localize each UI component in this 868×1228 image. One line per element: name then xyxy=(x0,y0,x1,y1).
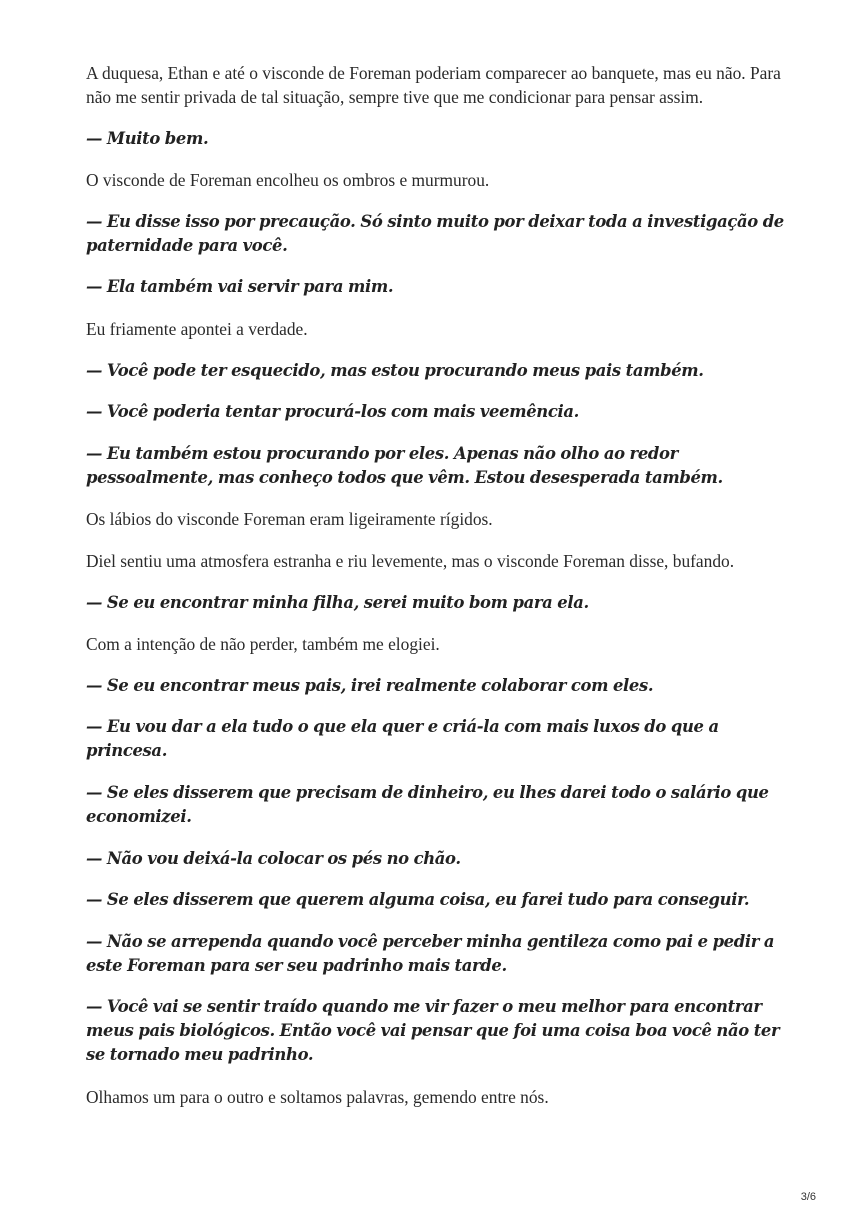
dialogue-paragraph: — Ela também vai servir para mim. xyxy=(86,277,394,297)
dialogue-paragraph: — Você poderia tentar procurá-los com mais veemência. xyxy=(86,402,579,422)
dialogue-paragraph: — Não vou deixá-la colocar os pés no chão. xyxy=(86,848,461,868)
narration-paragraph: Diel sentiu uma atmosfera estranha e riu levemente, mas o visconde Foreman disse, bufando. xyxy=(86,550,735,571)
narration-paragraph: Os lábios do visconde Foreman eram ligeiramente rígidos. xyxy=(86,509,493,530)
dialogue-paragraph: — Eu vou dar a ela tudo o que ela quer e criá-la com mais luxos do que a princesa. xyxy=(86,717,719,761)
narration-paragraph: A duquesa, Ethan e até o visconde de Foreman poderiam comparecer ao banquete, mas eu não. Para não me sentir privada de tal situação, sempre tive que me condicionar para pensar assim. xyxy=(86,63,781,107)
dialogue-paragraph: — Não se arrependa quando você perceber minha gentileza como pai e pedir a este Foreman para ser seu padrinho mais tarde. xyxy=(86,931,775,975)
narration-paragraph: Olhamos um para o outro e soltamos palavras, gemendo entre nós. xyxy=(86,1086,549,1107)
dialogue-paragraph: — Se eu encontrar minha filha, serei muito bom para ela. xyxy=(86,592,589,612)
dialogue-paragraph: — Eu disse isso por precaução. Só sinto muito por deixar toda a investigação de paternidade para você. xyxy=(86,211,784,255)
page-number: 3/6 xyxy=(800,1191,816,1203)
dialogue-paragraph: — Muito bem. xyxy=(86,128,209,148)
dialogue-paragraph: — Se eu encontrar meus pais, irei realmente colaborar com eles. xyxy=(86,675,654,695)
dialogue-paragraph: — Se eles disserem que precisam de dinheiro, eu lhes darei todo o salário que economizei. xyxy=(86,782,769,826)
document-body xyxy=(86,61,786,1126)
narration-paragraph: Eu friamente apontei a verdade. xyxy=(86,318,308,339)
narration-paragraph: O visconde de Foreman encolheu os ombros e murmurou. xyxy=(86,170,490,191)
dialogue-paragraph: — Eu também estou procurando por eles. Apenas não olho ao redor pessoalmente, mas conheço todos que vêm. Estou desesperada também. xyxy=(86,443,723,487)
dialogue-paragraph: — Você vai se sentir traído quando me vir fazer o meu melhor para encontrar meus pais biológicos. Então você vai pensar que foi uma coisa boa você não ter se tornado meu padrinho. xyxy=(86,997,780,1065)
narration-paragraph: Com a intenção de não perder, também me elogiei. xyxy=(86,634,440,655)
dialogue-paragraph: — Você pode ter esquecido, mas estou procurando meus pais também. xyxy=(86,360,704,380)
dialogue-paragraph: — Se eles disserem que querem alguma coisa, eu farei tudo para conseguir. xyxy=(86,890,750,910)
